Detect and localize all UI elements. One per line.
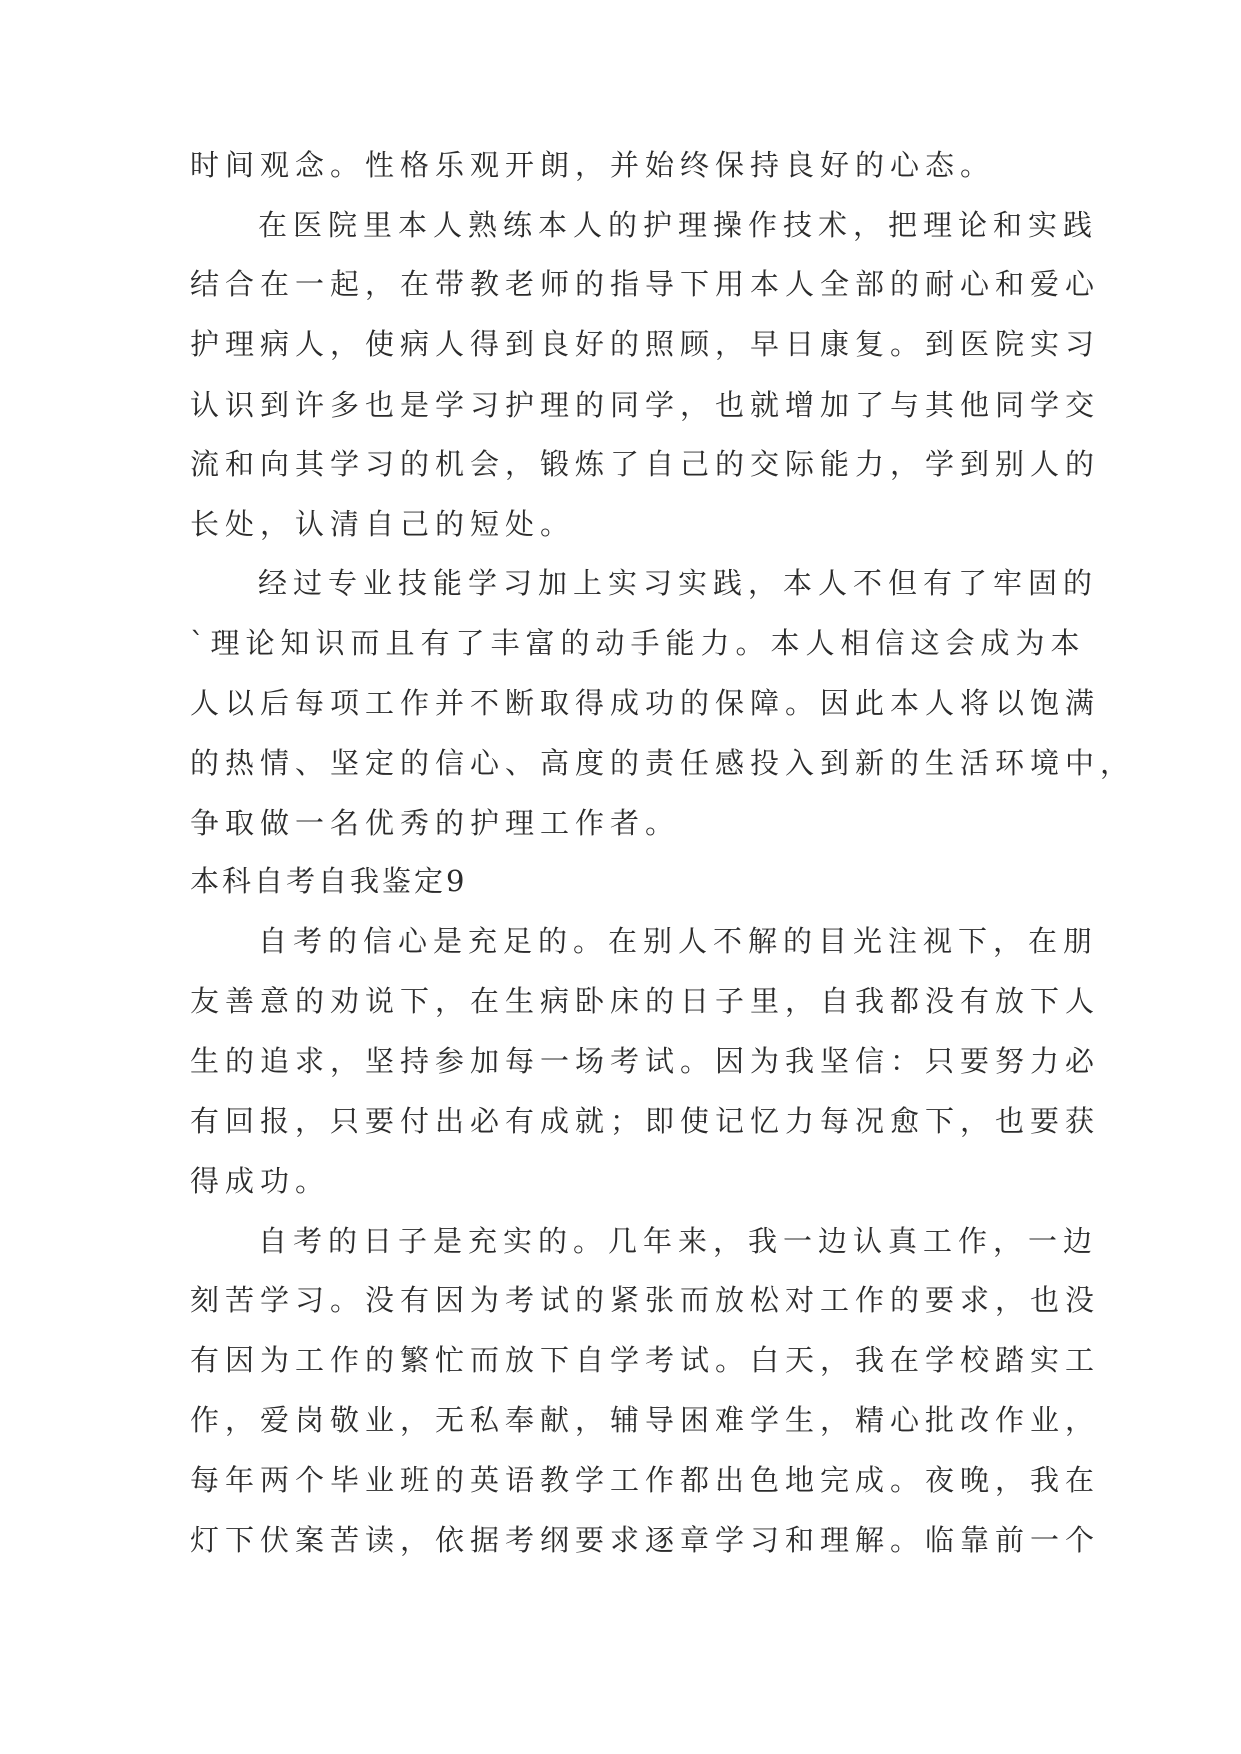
- text-line: 刻苦学习。没有因为考试的紧张而放松对工作的要求，也没: [190, 1283, 1101, 1317]
- text-line: 作，爱岗敬业，无私奉献，辅导困难学生，精心批改作业，: [190, 1403, 1101, 1437]
- text-line: 经过专业技能学习加上实习实践，本人不但有了牢固的: [258, 566, 1099, 600]
- text-line: 流和向其学习的机会，锻炼了自己的交际能力，学到别人的: [190, 447, 1101, 481]
- text-line: 自考的日子是充实的。几年来，我一边认真工作，一边: [258, 1224, 1099, 1258]
- text-line: 生的追求，坚持参加每一场考试。因为我坚信：只要努力必: [190, 1044, 1101, 1078]
- text-line: 人以后每项工作并不断取得成功的保障。因此本人将以饱满: [190, 686, 1101, 720]
- section-heading: 本科自考自我鉴定9: [190, 864, 468, 898]
- text-line: 长处，认清自己的短处。: [190, 507, 576, 541]
- text-line: `理论知识而且有了丰富的动手能力。本人相信这会成为本: [190, 626, 1086, 660]
- text-line: 灯下伏案苦读，依据考纲要求逐章学习和理解。临靠前一个: [190, 1523, 1101, 1557]
- text-line: 的热情、坚定的信心、高度的责任感投入到新的生活环境中，: [190, 746, 1136, 780]
- text-line: 时间观念。性格乐观开朗，并始终保持良好的心态。: [190, 148, 996, 182]
- text-line: 认识到许多也是学习护理的同学，也就增加了与其他同学交: [190, 388, 1101, 422]
- text-line: 自考的信心是充足的。在别人不解的目光注视下，在朋: [258, 924, 1099, 958]
- text-line: 有回报，只要付出必有成就；即使记忆力每况愈下，也要获: [190, 1104, 1101, 1138]
- text-line: 护理病人，使病人得到良好的照顾，早日康复。到医院实习: [190, 327, 1101, 361]
- text-line: 有因为工作的繁忙而放下自学考试。白天，我在学校踏实工: [190, 1343, 1101, 1377]
- text-line: 结合在一起，在带教老师的指导下用本人全部的耐心和爱心: [190, 267, 1101, 301]
- text-line: 每年两个毕业班的英语教学工作都出色地完成。夜晚，我在: [190, 1463, 1101, 1497]
- text-line: 争取做一名优秀的护理工作者。: [190, 806, 681, 840]
- text-line: 在医院里本人熟练本人的护理操作技术，把理论和实践: [258, 208, 1099, 242]
- text-line: 友善意的劝说下，在生病卧床的日子里，自我都没有放下人: [190, 984, 1101, 1018]
- text-line: 得成功。: [190, 1164, 331, 1198]
